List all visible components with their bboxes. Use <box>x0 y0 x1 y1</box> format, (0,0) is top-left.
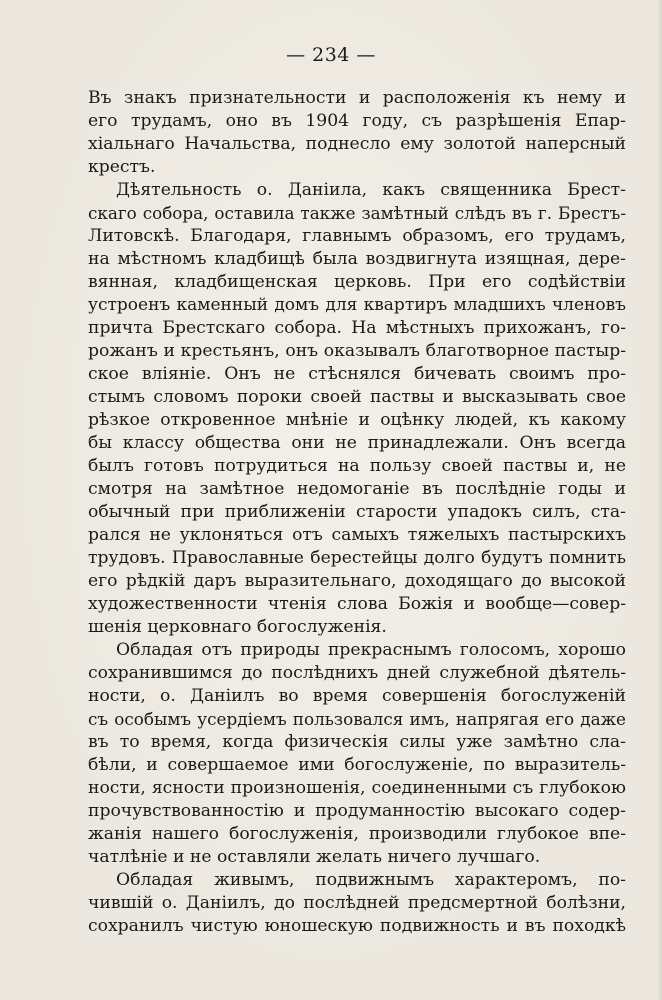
text-line: его трудамъ, оно въ 1904 году, съ разрѣшенія Епар- <box>88 111 626 131</box>
text-line: прочувствованностію и продуманностію высокаго содер- <box>88 801 626 821</box>
text-line: трудовъ. Православные берестейцы долго будутъ помнить <box>88 548 626 568</box>
text-line: сохранившимся до послѣднихъ дней служебной дѣятель- <box>88 663 626 683</box>
page-edge-shadow <box>657 0 662 1000</box>
text-line: обычный при приближеніи старости упадокъ силъ, ста- <box>88 502 626 522</box>
text-line: рѣзкое откровенное мнѣніе и оцѣнку людей, къ какому <box>88 410 626 430</box>
text-line: на мѣстномъ кладбищѣ была воздвигнута изящная, дере- <box>88 249 626 269</box>
text-line: чившій о. Даніилъ, до послѣдней предсмертной болѣзни, <box>88 893 626 913</box>
text-line: Дѣятельность о. Даніила, какъ священника Брест- <box>116 180 626 200</box>
text-line: жанія нашего богослуженія, производили глубокое впе- <box>88 824 626 844</box>
text-line: причта Брестскаго собора. На мѣстныхъ прихожанъ, го- <box>88 318 626 338</box>
text-line: Обладая живымъ, подвижнымъ характеромъ, по- <box>116 870 626 890</box>
text-line: крестъ. <box>88 157 156 177</box>
text-line: бы классу общества они не принадлежали. Онъ всегда <box>88 433 626 453</box>
text-line: Въ знакъ признательности и расположенія къ нему и <box>88 88 626 108</box>
text-line: хіальнаго Начальства, поднесло ему золотой наперсный <box>88 134 626 154</box>
text-line: сохранилъ чистую юношескую подвижность и въ походкѣ <box>88 916 626 936</box>
text-line: устроенъ каменный домъ для квартиръ младшихъ членовъ <box>88 295 626 315</box>
body-text <box>88 87 626 938</box>
text-line: чатлѣніе и не оставляли желать ничего лучшаго. <box>88 847 541 867</box>
text-line: бѣли, и совершаемое ими богослуженіе, по выразитель- <box>88 755 626 775</box>
text-line: его рѣдкій даръ выразительнаго, доходящаго до высокой <box>88 571 626 591</box>
text-line: былъ готовъ потрудиться на пользу своей паствы и, не <box>88 456 626 476</box>
page-number: — 234 — <box>286 44 376 66</box>
text-line: скаго собора, оставила также замѣтный слѣдъ въ г. Брестъ- <box>88 203 626 223</box>
text-line: рожанъ и крестьянъ, онъ оказывалъ благотворное пастыр- <box>88 341 626 361</box>
text-line: вянная, кладбищенская церковь. При его содѣйствіи <box>88 272 626 292</box>
text-line: смотря на замѣтное недомоганіе въ послѣдніе годы и <box>88 479 626 499</box>
text-line: Обладая отъ природы прекраснымъ голосомъ, хорошо <box>116 640 626 660</box>
text-line: Литовскѣ. Благодаря, главнымъ образомъ, его трудамъ, <box>88 226 626 246</box>
text-line: ности, о. Даніилъ во время совершенія богослуженій <box>88 686 626 706</box>
text-line: въ то время, когда физическія силы уже замѣтно сла- <box>88 732 626 752</box>
text-line: рался не уклоняться отъ самыхъ тяжелыхъ пастырскихъ <box>88 525 626 545</box>
text-line: ности, ясности произношенія, соединенными съ глубокою <box>88 778 626 798</box>
text-line: съ особымъ усердіемъ пользовался имъ, напрягая его даже <box>88 709 626 729</box>
text-line: шенія церковнаго богослуженія. <box>88 617 387 637</box>
text-line: художественности чтенія слова Божія и вообще—совер- <box>88 594 626 614</box>
text-line: стымъ словомъ пороки своей паствы и высказывать свое <box>88 387 626 407</box>
text-line: ское вліяніе. Онъ не стѣснялся бичевать своимъ про- <box>88 364 626 384</box>
